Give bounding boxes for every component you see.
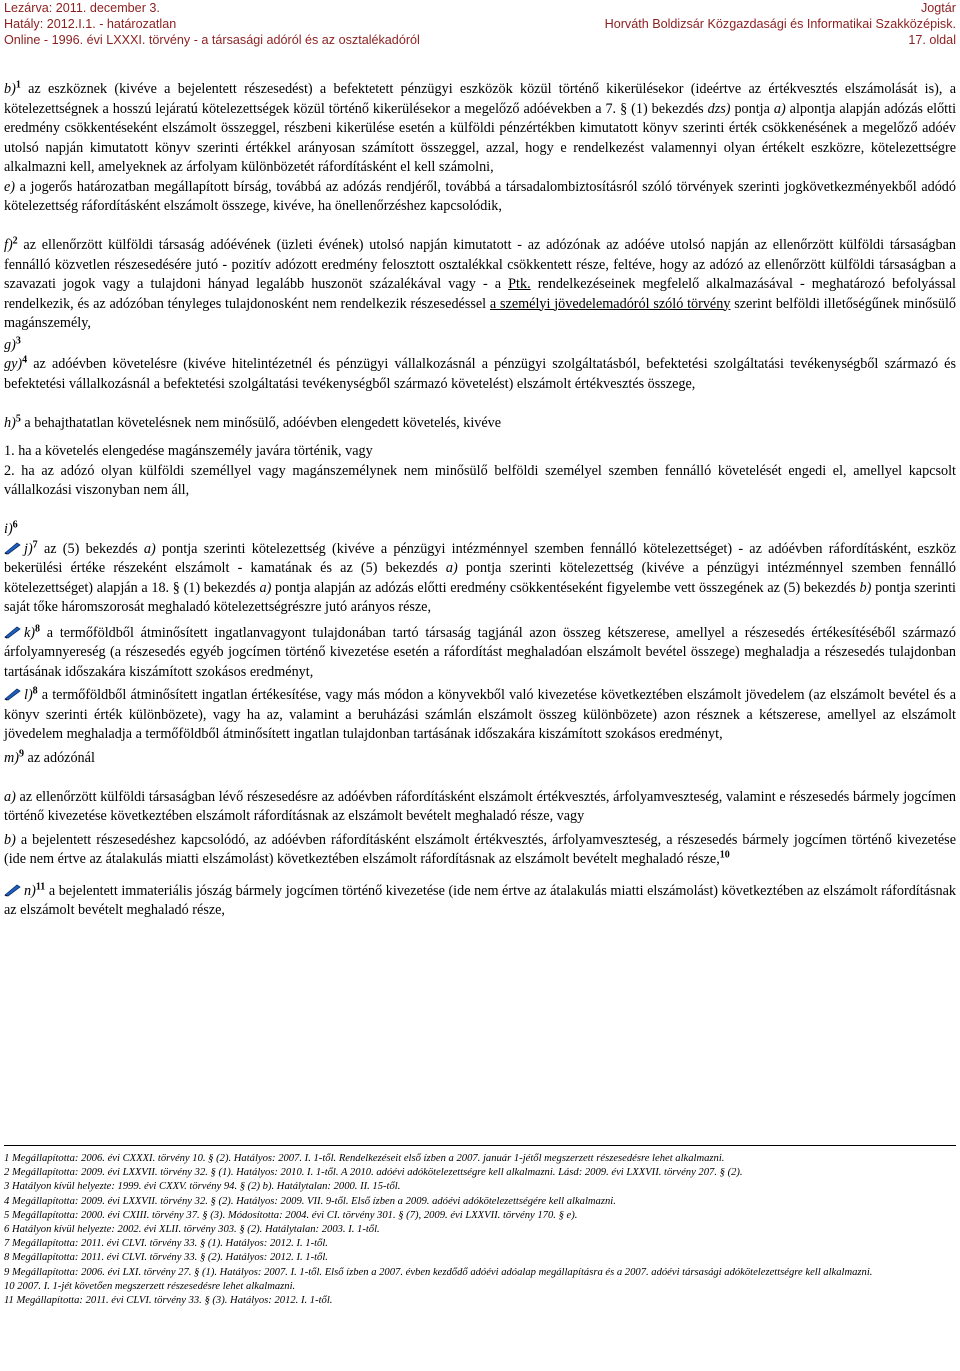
paragraph-text: pontja alapján az adózás előtti eredmény csökkentéseként figyelembe vett összegének az (5) bekezdés bbox=[271, 579, 860, 596]
pen-icon[interactable] bbox=[4, 687, 22, 701]
paragraph-h bbox=[4, 414, 956, 434]
ptk-link[interactable]: Ptk. bbox=[508, 276, 531, 292]
footnote-4: 4 Megállapította: 2009. évi LXXVII. törvény 32. § (2). Hatályos: 2009. VII. 9-től. Első ízben a 2009. adóévi adókötelezettségére kell alkalmazni. bbox=[4, 1195, 616, 1207]
document-body bbox=[4, 80, 956, 921]
paragraph-text: a jogerős határozatban megállapított bírság, továbbá az adózás rendjéről, továbbá a társadalombiztosításról szóló törvények szerinti jogkövetkezményekből adódó kötelezettség ráfordításként elszámolt összege, kivéve, ha önellenőrzéshez kapcsolódik, bbox=[4, 178, 956, 214]
item-label: e) bbox=[4, 178, 16, 195]
footnote-ref[interactable]: 8 bbox=[35, 622, 41, 634]
pen-icon[interactable] bbox=[4, 625, 22, 639]
footnote-8: 8 Megállapította: 2011. évi CLVI. törvény 33. § (2). Hatályos: 2012. I. 1-től. bbox=[4, 1252, 328, 1264]
paragraph-l bbox=[4, 686, 956, 745]
paragraph-text: alpontja alapján adózás előtti eredmény csökkentéseként elszámolt összeggel, részbeni kikerülése esetén a külföldi pénzértékben kimutatott könyv szerinti érték csökkenésének a megelőző adóév utolsó napján kimutatott könyv szerinti értékkel arányosan számított összeggel, azzal, hogy e rendelkezést valamennyi olyan értékelt eszközre, kötelezettségre alkalmazni kell, amelyeknek az árfolyam különbözetét ráfordításként el kell számolni, bbox=[4, 100, 957, 175]
header-validity: Hatály: 2012.I.1. - határozatlan bbox=[4, 17, 177, 31]
paragraph-gy bbox=[4, 355, 956, 394]
page-header bbox=[0, 0, 960, 60]
footnote-11: 11 Megállapította: 2011. évi CLVI. törvény 33. § (3). Hatályos: 2012. I. 1-től. bbox=[4, 1295, 333, 1307]
item-label: b) bbox=[4, 81, 16, 97]
header-document-title: Online - 1996. évi LXXXI. törvény - a társasági adóról és az osztalékadóról bbox=[4, 33, 420, 47]
paragraph-text: az ellenőrzött külföldi társaság adóévének (üzleti évének) utolsó napján kimutatott - az adózónak az adóéve utolsó napján az ellenőrzött külföldi társaságban fennálló közvetlen részesedésére jutó - pozitív adózott eredmény felosztott osztalékkal csökkentett része, feltéve, hogy az adózó az ellenőrzött külföldi társaságban a szavazati jogok vagy a tulajdoni hányad legalább huszonöt százalékával vagy - a bbox=[4, 237, 956, 292]
header-closed-date: Lezárva: 2011. december 3. bbox=[4, 1, 160, 15]
paragraph-b bbox=[4, 80, 956, 178]
item-label: g) bbox=[4, 336, 16, 353]
paragraph-f bbox=[4, 236, 956, 334]
list-item-h1: 1. ha a követelés elengedése magánszemély javára történik, vagy bbox=[4, 443, 373, 459]
footnote-1: 1 Megállapította: 2006. évi CXXXI. törvény 10. § (2). Hatályos: 2007. I. 1-től. Rendelkezéseit első ízben a 2007. január 1-jétől megszerzett részesedésre lehet alkalmazni. bbox=[4, 1153, 725, 1164]
item-label: i) bbox=[4, 521, 13, 537]
pen-icon[interactable] bbox=[4, 541, 22, 555]
pen-icon[interactable] bbox=[4, 883, 22, 897]
paragraph-g bbox=[4, 336, 956, 356]
paragraph-text: a termőföldből átminősített ingatlan értékesítése, vagy más módon a könyvekből való kivezetése következtében elszámolt jövedelem (az elszámolt bevétel és a könyv szerinti érték különbözete), vagy ha az, valamint a beruházási számlán elszámolt összeg különbözete) azon résznek a kétszerese, amellyel az elszámolt jövedelem meghaladja a termőföldből átminősített ingatlan tulajdonban tartásának időszakára kiszámított szokásos eredményt, bbox=[4, 687, 956, 742]
paragraph-text: a behajthatatlan követelésnek nem minősülő, adóévben elengedett követelés, kivéve bbox=[20, 414, 502, 431]
item-label: b) bbox=[4, 831, 16, 848]
szja-law-link[interactable]: a személyi jövedelemadóról szóló törvény bbox=[489, 295, 731, 312]
paragraph-text: az eszköznek (kivéve a bejelentett részesedést) a befektetett pénzügyi eszközök közül történő kikerülésekor (ideértve az értékvesztés elszámolását is), a kötelezettségnek a hosszú lejáratú kötelezettségek közül történő kikerülésekor a megelőző adóévekben a 7. § (1) bekezdés bbox=[4, 81, 956, 117]
item-label: l) bbox=[24, 687, 33, 703]
footnote-ref[interactable]: 9 bbox=[18, 747, 24, 759]
item-ref: a) bbox=[259, 579, 272, 596]
footnote-ref[interactable]: 5 bbox=[15, 412, 21, 424]
footnote-ref[interactable]: 1 bbox=[15, 79, 21, 91]
paragraph-text: az ellenőrzött külföldi társaságban lévő részesedésre az adóévben ráfordításként elszámolt értékvesztés, árfolyamveszteség, valamint e részesedés bármely jogcímen történő kivezetése következtében elszámolt ráfordításnak az elszámolt bevételt meghaladó része, vagy bbox=[4, 788, 956, 824]
item-label: m) bbox=[4, 749, 19, 766]
footnote-10: 10 2007. I. 1-jét követően megszerzett részesedésre lehet alkalmazni. bbox=[4, 1280, 296, 1292]
header-source: Jogtár bbox=[920, 1, 956, 15]
paragraph-m bbox=[4, 749, 956, 769]
paragraph-text: pontja bbox=[730, 100, 774, 117]
paragraph-k bbox=[4, 624, 956, 683]
item-label: gy) bbox=[4, 356, 23, 372]
paragraph-text: pontja szerinti kötelezettség (kivéve a pénzügyi intézménnyel szemben fennálló kötelezettséget) alapján a 18. § (1) bekezdés bbox=[4, 560, 956, 596]
footnote-ref[interactable]: 11 bbox=[35, 880, 46, 892]
footnote-5: 5 Megállapította: 2000. évi CXIII. törvény 37. § (3). Módosította: 2004. évi CI. törvény 301. § (7), 2009. évi LXXVII. törvény 170. § e). bbox=[4, 1209, 578, 1221]
item-label: f) bbox=[4, 237, 13, 253]
item-ref: b) bbox=[859, 579, 872, 596]
footnote-ref[interactable]: 7 bbox=[32, 538, 38, 550]
item-label: j) bbox=[24, 540, 33, 557]
footnote-ref[interactable]: 4 bbox=[22, 354, 28, 366]
item-label: k) bbox=[24, 624, 36, 641]
header-page-number: 17. oldal bbox=[908, 33, 956, 47]
footnote-3: 3 Hatályon kívül helyezte: 1999. évi CXXV. törvény 94. § (2) b). Hatálytalan: 2000. II. 15-től. bbox=[4, 1181, 401, 1193]
paragraph-i bbox=[4, 520, 956, 540]
paragraph-text: pontja szerinti kötelezettség (kivéve a pénzügyi intézménnyel szemben fennálló kötelezettséget) - az adóévben ráfordításként, eszköz bekerülési értéke részeként elszámolt - kamatának és az (5) bekezdés bbox=[4, 540, 956, 576]
paragraph-text: az (5) bekezdés bbox=[37, 540, 144, 557]
item-ref: a) bbox=[445, 560, 458, 576]
paragraph-text: rendelkezéseinek megfelelő alkalmazásával - meghatározó befolyással rendelkezik, és az adózóban tényleges tulajdonosként nem rendelkezik részesedéssel bbox=[4, 276, 956, 312]
item-ref: dzs) bbox=[707, 100, 731, 117]
paragraph-n bbox=[4, 882, 956, 921]
item-label: h) bbox=[4, 414, 16, 431]
footnote-ref[interactable]: 6 bbox=[12, 519, 18, 531]
paragraph-text: az adózónál bbox=[23, 749, 95, 766]
paragraph-e bbox=[4, 178, 956, 217]
header-institution: Horváth Boldizsár Közgazdasági és Informatikai Szakközépisk. bbox=[604, 17, 956, 31]
paragraph-text: pontja szerinti saját tőke háromszorosát meghaladó kötelezettségrészre jutó arányos része, bbox=[4, 579, 956, 615]
footnote-ref[interactable]: 2 bbox=[12, 235, 18, 247]
footnote-ref[interactable]: 10 bbox=[719, 849, 730, 861]
footnote-divider bbox=[4, 1145, 956, 1146]
footnote-ref[interactable]: 8 bbox=[32, 685, 38, 697]
item-ref: a) bbox=[773, 100, 786, 117]
footnote-9: 9 Megállapította: 2006. évi LXI. törvény 27. § (1). Hatályos: 2007. I. 1-től. Első ízben a 2007. évben kezdődő adóévi adóalap megállapításra és a 2007. adóévi társasági adókötelezettségre kell alkalmazni. bbox=[4, 1266, 873, 1278]
paragraph-text: a bejelentett immateriális jószág bármely jogcímen történő kivezetése (ide nem értve az átalakulás miatti elszámolást) következtében az elszámolt ráfordításnak az elszámolt bevételt meghaladó része, bbox=[4, 882, 956, 918]
paragraph-text: a termőföldből átminősített ingatlanvagyont tulajdonában tartó társaság tagjánál azon összeg kétszerese, amellyel a részesedés értékesítéséből származó árfolyamnyereség (a részesedés egyéb jogcímen történő kivezetése esetén a ráfordítást meghaladóan elszámolt bevétel összege) meghaladja a részesedés tulajdonban tartásának időszakára kiszámított szokásos eredményt, bbox=[4, 624, 956, 680]
footnotes bbox=[4, 1152, 956, 1308]
paragraph-j bbox=[4, 540, 956, 618]
paragraph-text: az adóévben követelésre (kivéve hitelintézetnél és pénzügyi vállalkozásnál a pénzügyi szolgáltatásból, befektetési szolgáltatási tevékenységből származó és befektetési vállalkozásnál a befektetési szolgáltatási tevékenységből származó követelést) elszámolt értékvesztés összege, bbox=[4, 356, 956, 392]
paragraph-m-a bbox=[4, 788, 956, 827]
item-label: n) bbox=[24, 882, 36, 899]
footnote-6: 6 Hatályon kívül helyezte: 2002. évi XLII. törvény 303. § (2). Hatálytalan: 2003. I. 1-től. bbox=[4, 1224, 380, 1236]
footnote-7: 7 Megállapította: 2011. évi CLVI. törvény 33. § (1). Hatályos: 2012. I. 1-től. bbox=[4, 1238, 328, 1250]
footnote-2: 2 Megállapította: 2009. évi LXXVII. törvény 32. § (1). Hatályos: 2010. I. 1-től. A 2010. adóévi adókötelezettségre kell alkalmazni. Lásd: 2009. évi LXXVII. törvény 207. § (2). bbox=[4, 1167, 743, 1179]
footnote-ref[interactable]: 3 bbox=[15, 334, 21, 346]
paragraph-m-b bbox=[4, 831, 956, 870]
paragraph-text: szerint belföldi illetőségűnek minősülő magánszemély, bbox=[4, 295, 956, 331]
paragraph-text: a bejelentett részesedéshez kapcsolódó, az adóévben ráfordításként elszámolt értékvesztés, árfolyamveszteség, a részesedés bármely jogcímen történő kivezetése (ide nem értve az átalakulás miatti elszámolást) következtében elszámolt ráfordításnak az elszámolt bevételt meghaladó része, bbox=[4, 831, 956, 867]
item-ref: a) bbox=[143, 540, 156, 557]
list-item-h2: 2. ha az adózó olyan külföldi személlyel vagy magánszemélynek nem minősülő belföldi személyel szemben fennálló követelését engedi el, amellyel kapcsolt vállalkozási viszonyban nem áll, bbox=[4, 462, 956, 498]
item-label: a) bbox=[4, 788, 16, 805]
